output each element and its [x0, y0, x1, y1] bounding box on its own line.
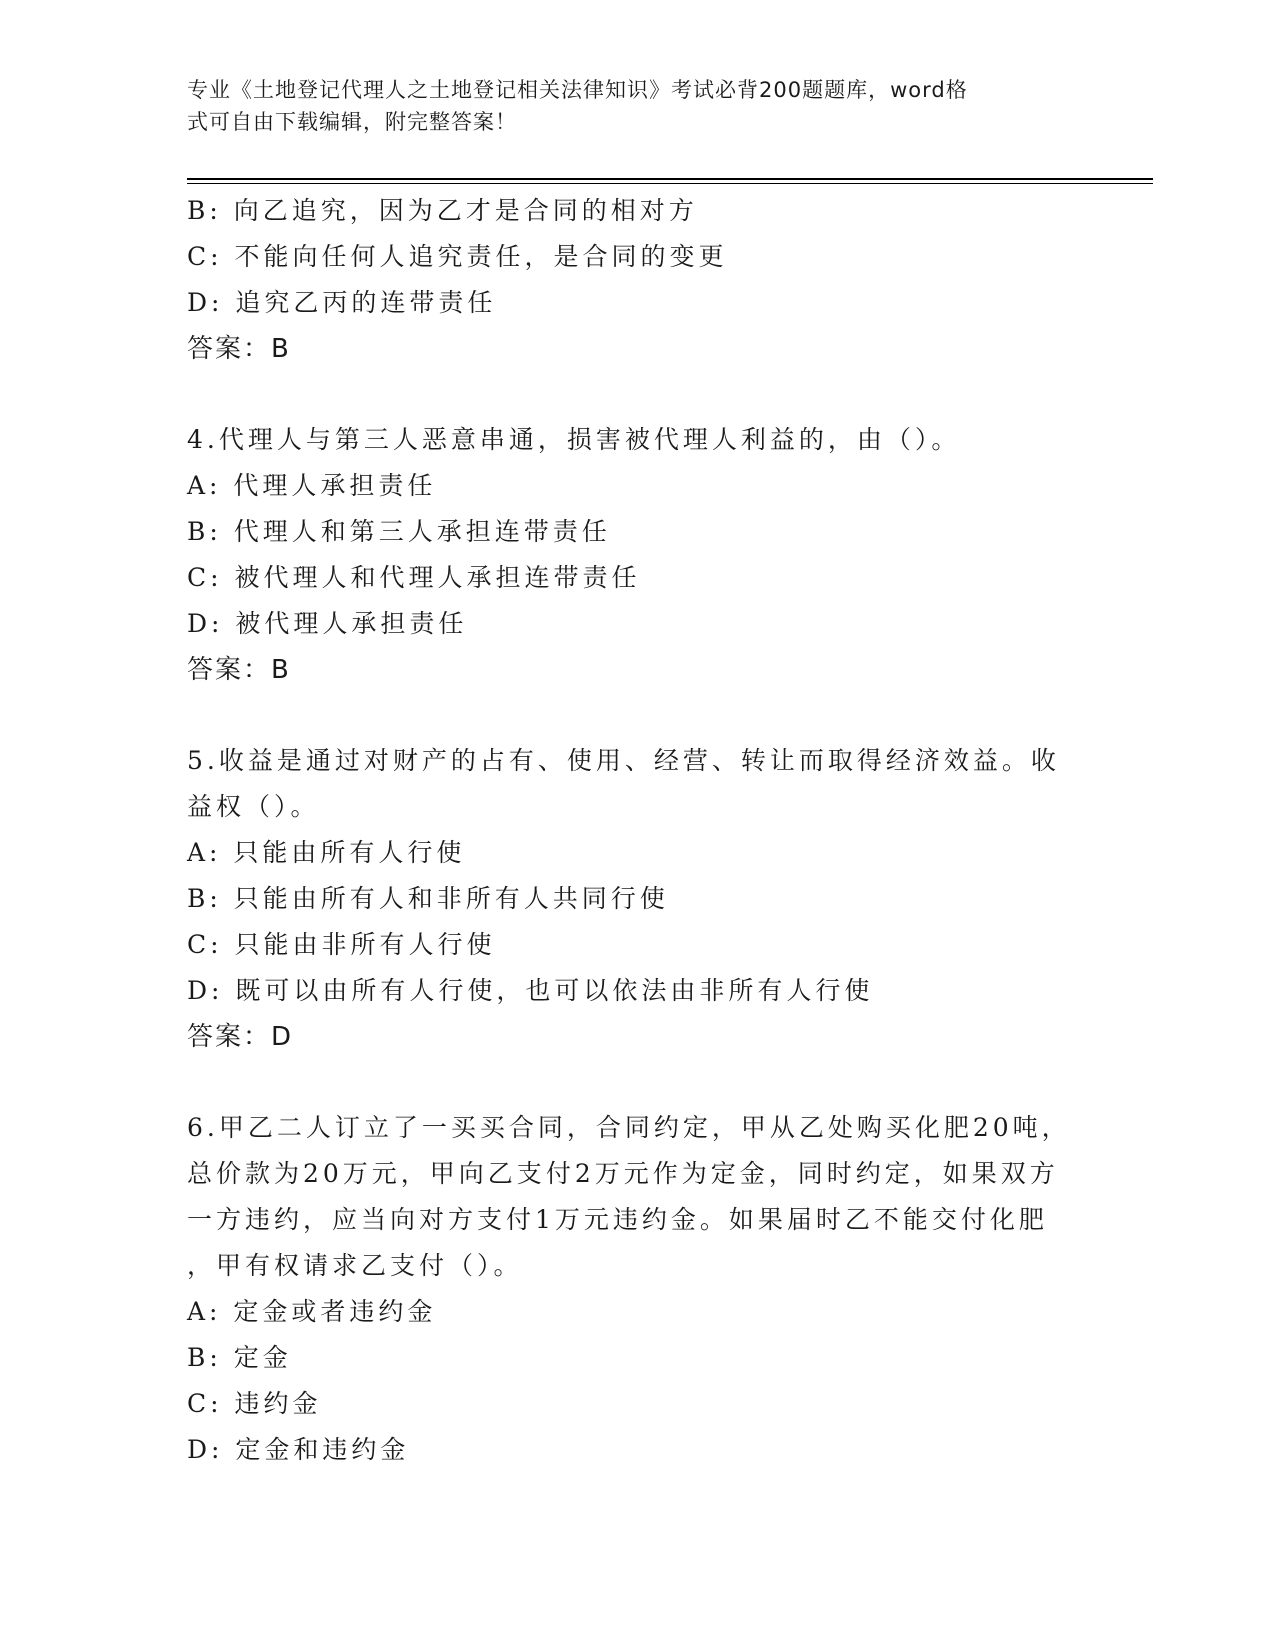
answer-line: 答案：D — [187, 1022, 294, 1052]
answer-line: 答案：B — [187, 334, 291, 364]
answer-line: 答案：B — [187, 655, 291, 685]
option-c: C: 只能由非所有人行使 — [187, 930, 496, 959]
question-stem: 6.甲乙二人订立了一买买合同，合同约定，甲从乙处购买化肥20吨， — [187, 1113, 1071, 1142]
question-stem: 一方违约，应当向对方支付1万元违约金。如果届时乙不能交付化肥 — [187, 1205, 1048, 1234]
option-b: B: 只能由所有人和非所有人共同行使 — [187, 884, 669, 913]
option-b: B: 代理人和第三人承担连带责任 — [187, 517, 611, 546]
option-d: D: 既可以由所有人行使，也可以依法由非所有人行使 — [187, 976, 874, 1005]
header-rule-thick — [187, 178, 1153, 180]
option-d: D: 追究乙丙的连带责任 — [187, 288, 497, 317]
question-4 — [187, 417, 1087, 693]
header-rule-thin — [187, 183, 1153, 184]
option-b: B: 定金 — [187, 1343, 292, 1372]
option-a: A: 只能由所有人行使 — [187, 838, 466, 867]
question-content — [187, 188, 1087, 1473]
question-stem: 益权（）。 — [187, 792, 320, 821]
document-header — [187, 74, 1087, 138]
question-stem: 5.收益是通过对财产的占有、使用、经营、转让而取得经济效益。收 — [187, 746, 1060, 775]
option-c: C: 不能向任何人追究责任，是合同的变更 — [187, 242, 728, 271]
header-line: 式可自由下载编辑，附完整答案！ — [187, 110, 517, 134]
option-d: D: 被代理人承担责任 — [187, 609, 468, 638]
option-a: A: 定金或者违约金 — [187, 1297, 437, 1326]
question-stem: 4.代理人与第三人恶意串通，损害被代理人利益的，由（）。 — [187, 425, 961, 454]
option-d: D: 定金和违约金 — [187, 1435, 410, 1464]
header-line: 专业《土地登记代理人之土地登记相关法律知识》考试必背200题题库，word格 — [187, 78, 968, 102]
option-a: A: 代理人承担责任 — [187, 471, 437, 500]
question-5 — [187, 738, 1087, 1060]
question-stem: 总价款为20万元，甲向乙支付2万元作为定金，同时约定，如果双方 — [187, 1159, 1059, 1188]
option-b: B: 向乙追究，因为乙才是合同的相对方 — [187, 196, 698, 225]
question-stem: ，甲有权请求乙支付（）。 — [187, 1251, 523, 1280]
question-6 — [187, 1105, 1087, 1473]
question-3-continuation — [187, 188, 1087, 372]
option-c: C: 违约金 — [187, 1389, 322, 1418]
option-c: C: 被代理人和代理人承担连带责任 — [187, 563, 641, 592]
